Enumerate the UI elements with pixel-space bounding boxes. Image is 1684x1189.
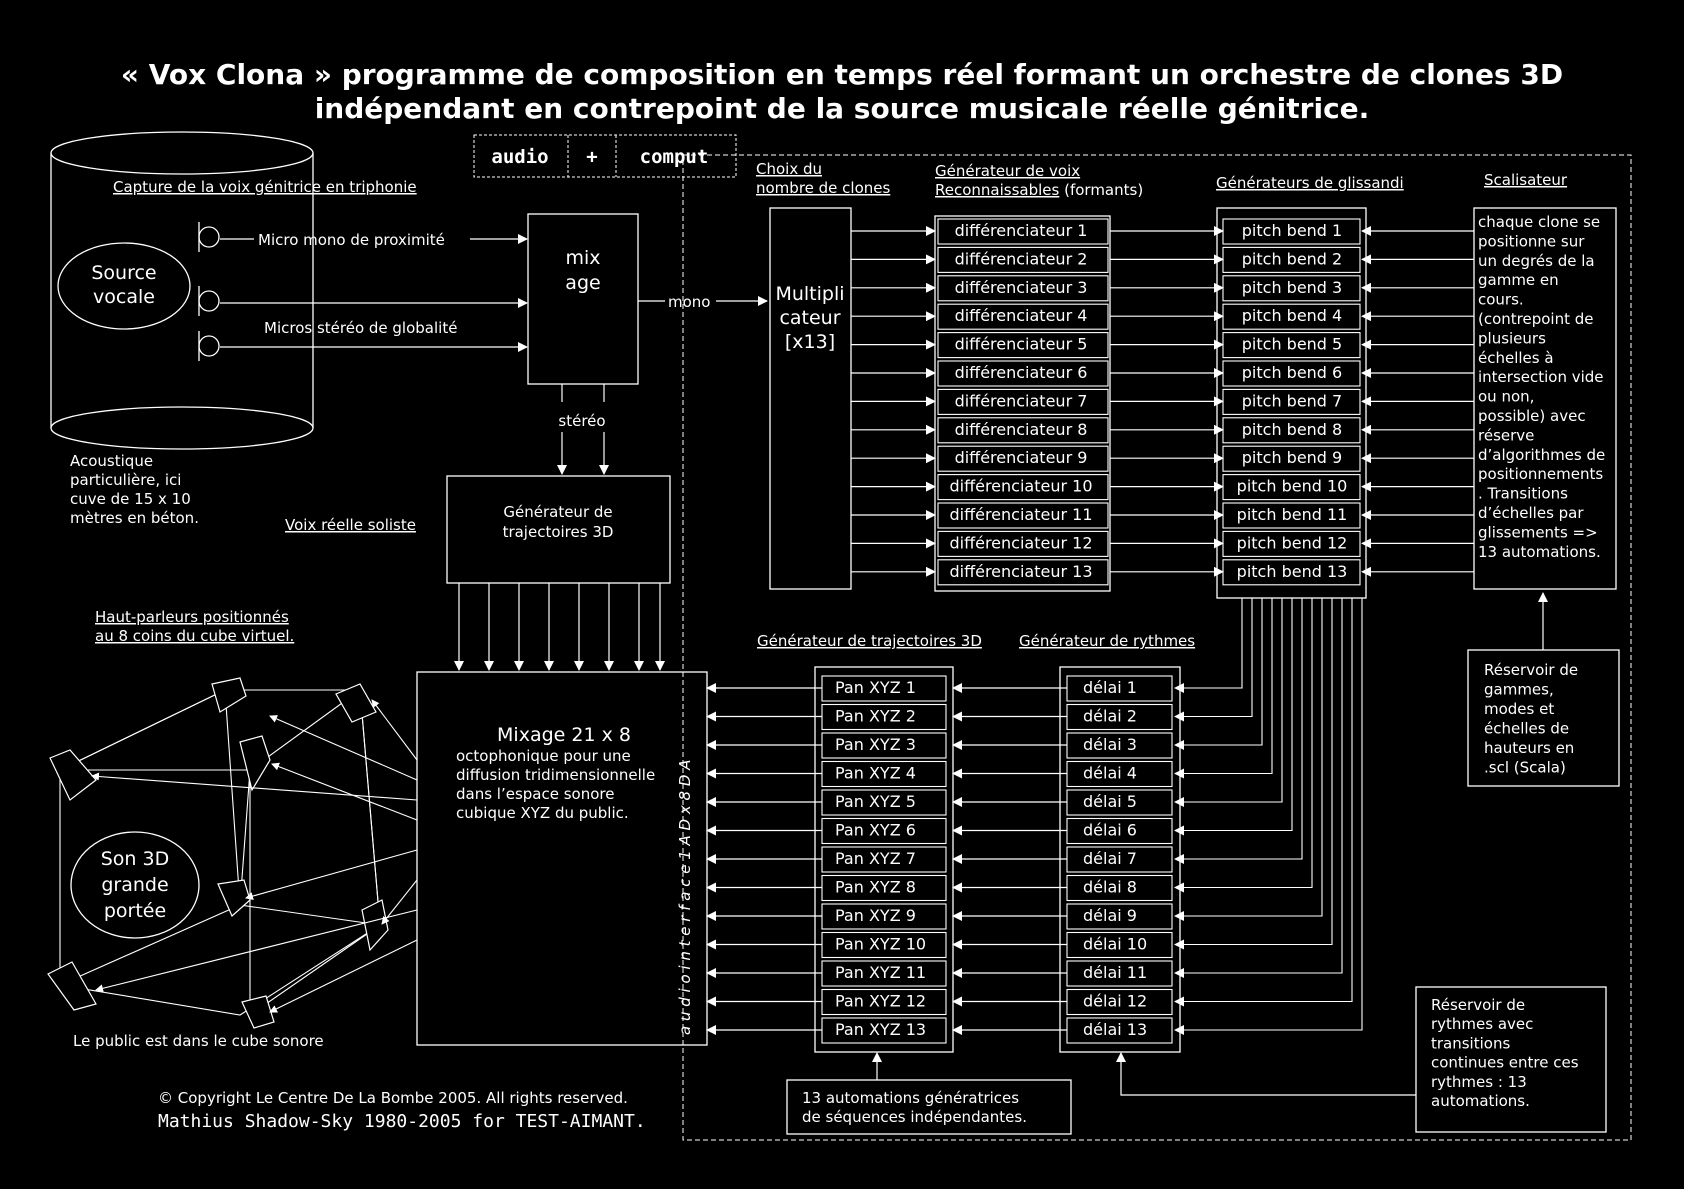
differenciateur-label: différenciateur 2 — [954, 249, 1088, 269]
mixage-21x8-desc-1: octophonique pour une — [456, 747, 631, 765]
traj-heading: Générateur de trajectoires 3D — [757, 632, 982, 650]
scal-text-line: intersection vide — [1478, 368, 1604, 387]
pitch-bend-label: pitch bend 12 — [1236, 533, 1348, 553]
differenciateur-label: différenciateur 12 — [949, 533, 1093, 553]
rythmes-text-line: rythmes : 13 — [1431, 1072, 1527, 1091]
scal-text-line: réserve — [1478, 426, 1535, 445]
differenciateur-label: différenciateur 4 — [954, 306, 1088, 326]
acoustics-line-1: Acoustique — [70, 452, 154, 470]
gammes-text-line: gammes, — [1484, 680, 1554, 699]
header-tabs — [474, 135, 736, 177]
son-3d-line-1: Son 3D — [100, 848, 170, 870]
pitch-bend-label: pitch bend 9 — [1241, 448, 1343, 468]
pitch-bend-label: pitch bend 11 — [1236, 505, 1348, 524]
gammes-text-line: échelles de — [1484, 719, 1570, 738]
rythmes-heading: Générateur de rythmes — [1019, 632, 1196, 650]
pitch-bend-label: pitch bend 3 — [1241, 277, 1343, 297]
differenciateur-label: différenciateur 7 — [954, 391, 1088, 411]
mic-icon — [199, 222, 219, 361]
pan-xyz-label: Pan XYZ 7 — [835, 849, 916, 868]
multiplicateur-line-3: [x13] — [784, 331, 836, 353]
gammes-text-line: .scl (Scala) — [1484, 758, 1566, 777]
title-line-2: indépendant en contrepoint de la source musicale réelle génitrice. — [314, 92, 1370, 125]
delai-label: délai 9 — [1083, 906, 1137, 925]
audio-interface-label: a u d i o i n t e r f a c e 1 A D x 8 D A — [676, 759, 694, 1035]
pitch-bend-label: pitch bend 2 — [1241, 249, 1343, 269]
mixage-line-1: mix — [565, 247, 601, 269]
pitch-bend-label: pitch bend 10 — [1236, 476, 1348, 496]
delai-label: délai 12 — [1083, 991, 1148, 1011]
delai-label: délai 8 — [1083, 877, 1137, 897]
scal-text-line: d’algorithmes de — [1478, 445, 1606, 464]
source-vocale-line-1: Source — [91, 262, 157, 284]
scal-text-line: gamme en — [1478, 271, 1559, 290]
pitch-bend-to-delai-lines — [1175, 598, 1362, 1030]
mic-mono-label: Micro mono de proximité — [258, 231, 445, 249]
trajectoires-line-1: Générateur de — [503, 503, 613, 521]
mixage-21x8-desc-4: cubique XYZ du public. — [456, 804, 629, 822]
choix-line-1: Choix du — [756, 160, 822, 178]
scal-text-line: (contrepoint de — [1478, 310, 1594, 328]
voix-gen-line-1: Générateur de voix — [935, 162, 1081, 180]
scalisateur-heading: Scalisateur — [1484, 171, 1568, 189]
scal-text-line: un degrés de la — [1478, 251, 1595, 270]
reservoir-gammes-text — [1484, 661, 1578, 777]
mixage-21x8-desc-2: diffusion tridimensionnelle — [456, 766, 656, 784]
scal-text-line: cours. — [1478, 290, 1524, 309]
delai-label: délai 13 — [1083, 1020, 1148, 1039]
tab-audio: audio — [491, 146, 549, 168]
speakers-heading-2: au 8 coins du cube virtuel. — [95, 627, 295, 645]
multiplicateur-line-2: cateur — [779, 307, 841, 329]
voix-gen-line-2-underlined: Reconnaissables — [935, 181, 1060, 199]
scal-text-line: positionnements — [1478, 465, 1604, 484]
differenciateur-label: différenciateur 1 — [954, 221, 1088, 240]
scalisateur-text — [1478, 213, 1605, 561]
copyright-line-1: © Copyright Le Centre De La Bombe 2005. All rights reserved. — [158, 1089, 628, 1107]
rythmes-text-line: automations. — [1431, 1092, 1530, 1110]
differenciateur-label: différenciateur 13 — [949, 561, 1093, 581]
scal-text-line: échelles à — [1478, 348, 1554, 367]
rythmes-text-line: transitions — [1431, 1034, 1511, 1053]
public-label: Le public est dans le cube sonore — [73, 1032, 324, 1050]
trajectoires-arrows — [459, 583, 660, 670]
scal-text-line: plusieurs — [1478, 329, 1546, 348]
delai-label: délai 4 — [1083, 763, 1137, 783]
pitch-bends-column — [1110, 208, 1474, 598]
glissandi-heading: Générateurs de glissandi — [1216, 174, 1404, 192]
differenciateur-label: différenciateur 6 — [954, 363, 1088, 382]
pitch-bend-label: pitch bend 7 — [1241, 391, 1343, 411]
copyright-line-2: Mathius Shadow-Sky 1980-2005 for TEST-AIMANT. — [158, 1111, 646, 1132]
mixage-21x8-desc-3: dans l’espace sonore — [456, 785, 615, 803]
pitch-bend-label: pitch bend 13 — [1236, 561, 1348, 581]
pan-xyz-label: Pan XYZ 13 — [835, 1020, 927, 1039]
differenciateur-label: différenciateur 11 — [949, 505, 1093, 524]
pitch-bend-label: pitch bend 8 — [1241, 419, 1343, 439]
pan-xyz-label: Pan XYZ 2 — [835, 706, 916, 726]
pan-xyz-label: Pan XYZ 8 — [835, 877, 916, 897]
rythmes-text-line: continues entre ces — [1431, 1053, 1579, 1072]
delais-column — [953, 667, 1180, 1052]
delai-label: délai 6 — [1083, 820, 1137, 840]
differenciateur-label: différenciateur 10 — [949, 476, 1093, 496]
rythmes-text-line: rythmes avec — [1431, 1015, 1534, 1034]
pan-xyz-label: Pan XYZ 5 — [835, 792, 916, 811]
gammes-text-line: hauteurs en — [1484, 739, 1575, 757]
pitch-bend-label: pitch bend 1 — [1241, 221, 1343, 240]
title-line-1: « Vox Clona » programme de composition en temps réel formant un orchestre de clones 3D — [120, 58, 1564, 91]
mixage-line-2: age — [565, 272, 601, 294]
scal-text-line: 13 automations. — [1478, 542, 1601, 561]
mixage-box — [528, 214, 638, 384]
choix-line-2: nombre de clones — [756, 179, 891, 197]
pan-xyz-label: Pan XYZ 3 — [835, 735, 916, 754]
multiplicateur-line-1: Multipli — [775, 283, 845, 305]
trajectoires-line-2: trajectoires 3D — [502, 523, 614, 541]
scal-text-line: glissements => — [1478, 523, 1598, 542]
mixage-21x8-title: Mixage 21 x 8 — [497, 724, 631, 746]
pitch-bend-label: pitch bend 4 — [1241, 306, 1343, 326]
pan-xyz-label: Pan XYZ 6 — [835, 820, 916, 840]
pitch-bend-label: pitch bend 6 — [1241, 363, 1343, 382]
scal-text-line: chaque clone se — [1478, 213, 1601, 231]
delai-label: délai 11 — [1083, 963, 1148, 982]
scal-text-line: positionne sur — [1478, 232, 1585, 251]
son-3d-line-2: grande — [101, 874, 169, 896]
pan-xyz-label: Pan XYZ 9 — [835, 906, 916, 925]
acoustics-line-3: cuve de 15 x 10 — [70, 490, 191, 508]
scal-text-line: . Transitions — [1478, 484, 1568, 503]
tab-plus: + — [586, 146, 598, 168]
delai-label: délai 1 — [1083, 678, 1137, 697]
delai-label: délai 5 — [1083, 792, 1137, 811]
delai-label: délai 2 — [1083, 706, 1137, 726]
multiplicateur-box — [770, 208, 851, 589]
scal-text-line: d’échelles par — [1478, 504, 1584, 522]
son-3d-line-3: portée — [103, 900, 167, 922]
capture-heading: Capture de la voix génitrice en triphonie — [113, 178, 417, 196]
delai-label: délai 3 — [1083, 735, 1137, 754]
differenciateurs-column — [851, 216, 1110, 591]
differenciateur-label: différenciateur 9 — [954, 448, 1088, 468]
voix-soliste-label: Voix réelle soliste — [285, 516, 416, 534]
stereo-label: stéréo — [558, 412, 606, 430]
acoustics-line-4: mètres en béton. — [70, 509, 199, 527]
speakers-heading-1: Haut-parleurs positionnés — [95, 608, 289, 626]
mics-stereo-label: Micros stéréo de globalité — [264, 319, 458, 337]
voix-gen-line-2-rest: (formants) — [1059, 181, 1144, 199]
pan-xyz-column — [707, 667, 953, 1052]
reservoir-rythmes-text — [1431, 996, 1579, 1110]
pan-xyz-label: Pan XYZ 4 — [835, 763, 916, 783]
voix-gen-line-2 — [935, 181, 1143, 199]
pan-xyz-label: Pan XYZ 1 — [835, 678, 916, 697]
mono-label: mono — [668, 293, 711, 311]
pan-xyz-label: Pan XYZ 11 — [835, 963, 927, 982]
differenciateur-label: différenciateur 3 — [954, 277, 1088, 297]
gammes-text-line: modes et — [1484, 700, 1555, 718]
scal-text-line: possible) avec — [1478, 407, 1586, 425]
scal-text-line: ou non, — [1478, 387, 1535, 406]
automations-line-2: de séquences indépendantes. — [802, 1108, 1027, 1126]
pan-xyz-label: Pan XYZ 12 — [835, 991, 927, 1011]
automations-line-1: 13 automations génératrices — [802, 1089, 1020, 1107]
pitch-bend-label: pitch bend 5 — [1241, 334, 1343, 354]
pan-xyz-label: Pan XYZ 10 — [835, 934, 927, 954]
rythmes-text-line: Réservoir de — [1431, 996, 1526, 1014]
source-vocale-line-2: vocale — [93, 286, 155, 308]
differenciateur-label: différenciateur 5 — [954, 334, 1088, 354]
delai-label: délai 10 — [1083, 934, 1148, 954]
tab-comput: comput — [639, 146, 709, 168]
acoustics-line-2: particulière, ici — [70, 471, 182, 489]
delai-label: délai 7 — [1083, 849, 1137, 868]
differenciateur-label: différenciateur 8 — [954, 419, 1088, 439]
gammes-text-line: Réservoir de — [1484, 661, 1579, 679]
